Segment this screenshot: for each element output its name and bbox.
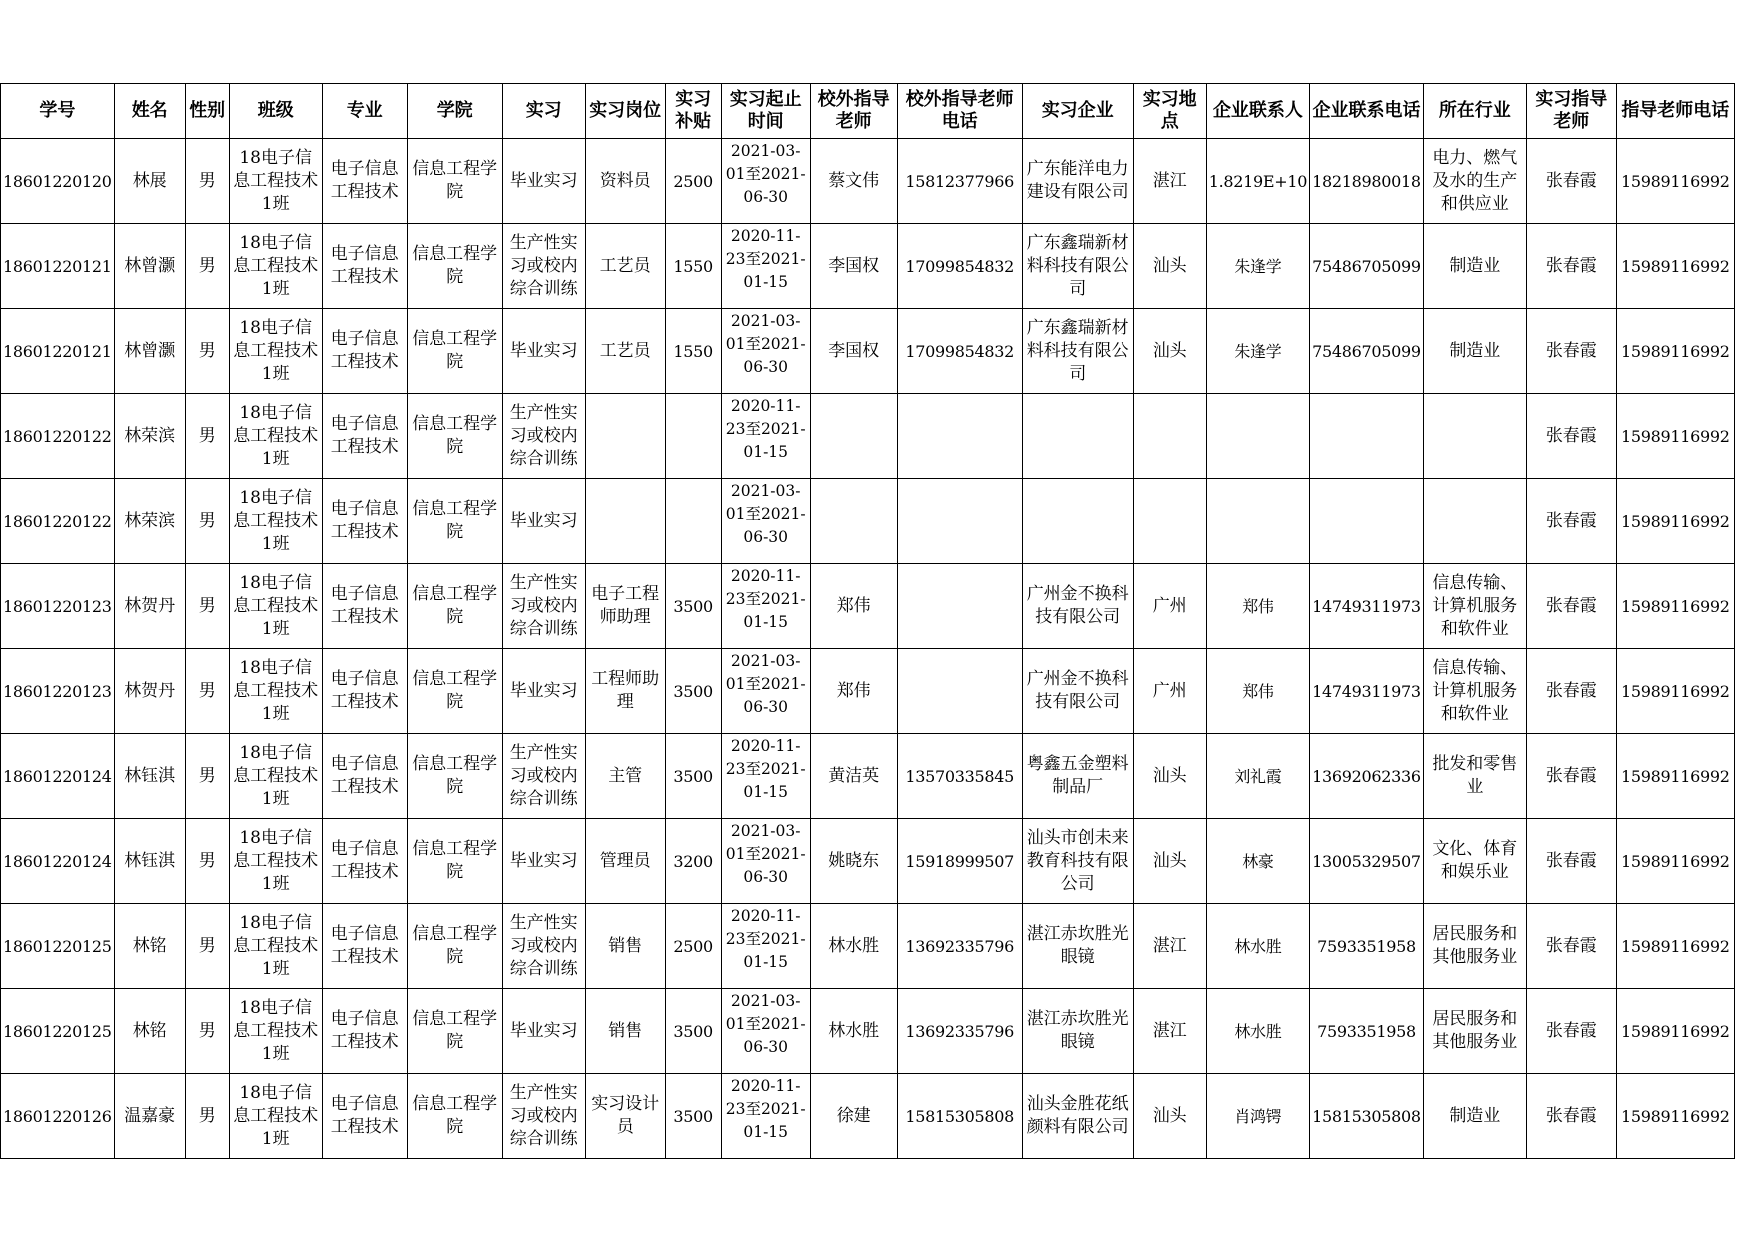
cell-internship-period: [721, 309, 810, 394]
cell-internship-location: 汕头: [1133, 734, 1206, 819]
cell-internship-advisor: 张春霞: [1526, 734, 1616, 819]
cell-text: 2021-03-01至2021-06-30: [725, 821, 806, 886]
header-row: [1, 84, 1735, 139]
table-row: [1, 309, 1735, 394]
cell-internship-type: 生产性实习或校内综合训练: [502, 564, 585, 649]
column-header-class: 班级: [229, 84, 322, 139]
cell-external-advisor-phone: [897, 394, 1022, 479]
cell-class: 18电子信息工程技术1班: [229, 989, 322, 1074]
cell-student-id: 18601220123: [1, 649, 115, 734]
cell-internship-advisor: 张春霞: [1526, 989, 1616, 1074]
cell-text: 2021-03-01至2021-06-30: [725, 991, 806, 1056]
table-row: [1, 479, 1735, 564]
cell-company-contact: 郑伟: [1206, 649, 1309, 734]
cell-class: 18电子信息工程技术1班: [229, 309, 322, 394]
cell-advisor-phone: 15989116992: [1616, 394, 1734, 479]
cell-internship-period: [721, 989, 810, 1074]
column-header-internship-location: 实习地点: [1133, 84, 1206, 139]
cell-internship-location: 湛江: [1133, 989, 1206, 1074]
cell-major: 电子信息工程技术: [322, 564, 407, 649]
cell-company-contact: 林水胜: [1206, 904, 1309, 989]
cell-internship-advisor: 张春霞: [1526, 564, 1616, 649]
cell-gender: 男: [185, 394, 229, 479]
cell-external-advisor-phone: 13692335796: [897, 989, 1022, 1074]
table-row: [1, 139, 1735, 224]
cell-advisor-phone: 15989116992: [1616, 309, 1734, 394]
cell-student-id: 18601220124: [1, 819, 115, 904]
cell-internship-position: 实习设计员: [585, 1074, 665, 1159]
cell-student-id: 18601220120: [1, 139, 115, 224]
cell-external-advisor: 李国权: [810, 224, 897, 309]
cell-college: 信息工程学院: [407, 394, 502, 479]
cell-industry: 信息传输、计算机服务和软件业: [1423, 564, 1526, 649]
column-header-major: 专业: [322, 84, 407, 139]
cell-internship-advisor: 张春霞: [1526, 394, 1616, 479]
cell-class: 18电子信息工程技术1班: [229, 904, 322, 989]
cell-company-contact: 肖鸿锷: [1206, 1074, 1309, 1159]
cell-external-advisor-phone: 15918999507: [897, 819, 1022, 904]
cell-name: 林曾灏: [114, 224, 185, 309]
cell-internship-position: 主管: [585, 734, 665, 819]
cell-industry: [1423, 394, 1526, 479]
cell-industry: 制造业: [1423, 224, 1526, 309]
cell-external-advisor: 林水胜: [810, 904, 897, 989]
table-row: [1, 904, 1735, 989]
cell-industry: 文化、体育和娱乐业: [1423, 819, 1526, 904]
cell-gender: 男: [185, 139, 229, 224]
cell-advisor-phone: 15989116992: [1616, 904, 1734, 989]
cell-major: 电子信息工程技术: [322, 819, 407, 904]
table-row: [1, 649, 1735, 734]
cell-company-contact-phone: 14749311973: [1310, 649, 1424, 734]
cell-advisor-phone: 15989116992: [1616, 224, 1734, 309]
cell-company-contact: 林水胜: [1206, 989, 1309, 1074]
cell-company-contact-phone: 15815305808: [1310, 1074, 1424, 1159]
cell-advisor-phone: 15989116992: [1616, 1074, 1734, 1159]
cell-internship-advisor: 张春霞: [1526, 479, 1616, 564]
cell-company-contact-phone: 75486705099: [1310, 224, 1424, 309]
cell-gender: 男: [185, 649, 229, 734]
cell-company-contact-phone: 13005329507: [1310, 819, 1424, 904]
cell-internship-location: 汕头: [1133, 1074, 1206, 1159]
cell-name: 林钰淇: [114, 819, 185, 904]
cell-internship-type: 毕业实习: [502, 989, 585, 1074]
cell-internship-type: 毕业实习: [502, 649, 585, 734]
cell-text: 2021-03-01至2021-06-30: [725, 651, 806, 716]
cell-internship-company: 广东能洋电力建设有限公司: [1022, 139, 1133, 224]
table-row: [1, 1074, 1735, 1159]
cell-internship-type: 毕业实习: [502, 139, 585, 224]
cell-external-advisor: 黄洁英: [810, 734, 897, 819]
column-header-student-id: 学号: [1, 84, 115, 139]
cell-internship-allowance: [665, 394, 721, 479]
cell-external-advisor: 郑伟: [810, 649, 897, 734]
cell-text: 2020-11-23至2021-01-15: [725, 1076, 806, 1141]
cell-internship-period: [721, 734, 810, 819]
cell-company-contact: 朱逢学: [1206, 309, 1309, 394]
cell-college: 信息工程学院: [407, 819, 502, 904]
cell-student-id: 18601220121: [1, 309, 115, 394]
cell-name: 林铭: [114, 904, 185, 989]
cell-name: 林钰淇: [114, 734, 185, 819]
cell-external-advisor-phone: [897, 649, 1022, 734]
cell-text: 2021-03-01至2021-06-30: [725, 141, 806, 206]
cell-major: 电子信息工程技术: [322, 1074, 407, 1159]
column-header-external-advisor: 校外指导老师: [810, 84, 897, 139]
cell-name: 林荣滨: [114, 479, 185, 564]
cell-internship-period: [721, 564, 810, 649]
cell-class: 18电子信息工程技术1班: [229, 479, 322, 564]
cell-text: 2020-11-23至2021-01-15: [725, 736, 806, 801]
cell-internship-allowance: 1550: [665, 309, 721, 394]
column-header-gender: 性别: [185, 84, 229, 139]
cell-advisor-phone: 15989116992: [1616, 734, 1734, 819]
cell-industry: 电力、燃气及水的生产和供应业: [1423, 139, 1526, 224]
cell-text: 2020-11-23至2021-01-15: [725, 226, 806, 291]
cell-internship-allowance: [665, 479, 721, 564]
cell-internship-type: 毕业实习: [502, 309, 585, 394]
table-row: [1, 394, 1735, 479]
cell-internship-allowance: 3200: [665, 819, 721, 904]
cell-external-advisor: [810, 479, 897, 564]
cell-class: 18电子信息工程技术1班: [229, 1074, 322, 1159]
cell-text: 2021-03-01至2021-06-30: [725, 311, 806, 376]
cell-internship-allowance: 3500: [665, 734, 721, 819]
cell-internship-position: 销售: [585, 989, 665, 1074]
cell-internship-period: [721, 649, 810, 734]
cell-external-advisor: 林水胜: [810, 989, 897, 1074]
cell-internship-type: 生产性实习或校内综合训练: [502, 734, 585, 819]
cell-company-contact-phone: [1310, 479, 1424, 564]
cell-internship-allowance: 1550: [665, 224, 721, 309]
cell-internship-type: 生产性实习或校内综合训练: [502, 224, 585, 309]
cell-internship-period: [721, 1074, 810, 1159]
cell-company-contact-phone: 75486705099: [1310, 309, 1424, 394]
cell-company-contact-phone: 18218980018: [1310, 139, 1424, 224]
cell-external-advisor: 郑伟: [810, 564, 897, 649]
cell-internship-location: 汕头: [1133, 224, 1206, 309]
cell-name: 温嘉豪: [114, 1074, 185, 1159]
cell-internship-company: 粤鑫五金塑料制品厂: [1022, 734, 1133, 819]
cell-college: 信息工程学院: [407, 989, 502, 1074]
cell-internship-location: [1133, 479, 1206, 564]
column-header-internship-advisor: 实习指导老师: [1526, 84, 1616, 139]
cell-advisor-phone: 15989116992: [1616, 819, 1734, 904]
cell-college: 信息工程学院: [407, 649, 502, 734]
cell-internship-allowance: 2500: [665, 139, 721, 224]
cell-internship-type: 生产性实习或校内综合训练: [502, 1074, 585, 1159]
cell-college: 信息工程学院: [407, 139, 502, 224]
cell-class: 18电子信息工程技术1班: [229, 734, 322, 819]
cell-external-advisor: 姚晓东: [810, 819, 897, 904]
cell-internship-location: 广州: [1133, 649, 1206, 734]
cell-major: 电子信息工程技术: [322, 394, 407, 479]
cell-external-advisor: 徐建: [810, 1074, 897, 1159]
column-header-company-contact: 企业联系人: [1206, 84, 1309, 139]
cell-internship-period: [721, 139, 810, 224]
cell-name: 林荣滨: [114, 394, 185, 479]
column-header-internship-type: 实习: [502, 84, 585, 139]
cell-major: 电子信息工程技术: [322, 904, 407, 989]
table-body: [1, 139, 1735, 1159]
cell-internship-allowance: 3500: [665, 1074, 721, 1159]
cell-external-advisor-phone: [897, 564, 1022, 649]
cell-internship-allowance: 3500: [665, 649, 721, 734]
cell-internship-type: 毕业实习: [502, 479, 585, 564]
cell-class: 18电子信息工程技术1班: [229, 819, 322, 904]
cell-college: 信息工程学院: [407, 904, 502, 989]
column-header-company-contact-phone: 企业联系电话: [1310, 84, 1424, 139]
cell-company-contact: 1.8219E+10: [1206, 139, 1309, 224]
cell-class: 18电子信息工程技术1班: [229, 224, 322, 309]
cell-gender: 男: [185, 564, 229, 649]
cell-major: 电子信息工程技术: [322, 734, 407, 819]
cell-internship-position: 工艺员: [585, 224, 665, 309]
cell-name: 林曾灏: [114, 309, 185, 394]
cell-internship-advisor: 张春霞: [1526, 224, 1616, 309]
cell-college: 信息工程学院: [407, 479, 502, 564]
cell-industry: 批发和零售业: [1423, 734, 1526, 819]
cell-internship-type: 生产性实习或校内综合训练: [502, 394, 585, 479]
cell-text: 2021-03-01至2021-06-30: [725, 481, 806, 546]
cell-major: 电子信息工程技术: [322, 224, 407, 309]
cell-internship-position: [585, 394, 665, 479]
cell-internship-period: [721, 394, 810, 479]
column-header-internship-period: 实习起止时间: [721, 84, 810, 139]
cell-company-contact: 郑伟: [1206, 564, 1309, 649]
cell-company-contact-phone: 13692062336: [1310, 734, 1424, 819]
cell-gender: 男: [185, 819, 229, 904]
cell-internship-allowance: 3500: [665, 564, 721, 649]
cell-student-id: 18601220126: [1, 1074, 115, 1159]
cell-internship-position: 销售: [585, 904, 665, 989]
cell-industry: 制造业: [1423, 309, 1526, 394]
cell-internship-company: 广州金不换科技有限公司: [1022, 564, 1133, 649]
cell-student-id: 18601220123: [1, 564, 115, 649]
cell-company-contact-phone: [1310, 394, 1424, 479]
column-header-college: 学院: [407, 84, 502, 139]
cell-advisor-phone: 15989116992: [1616, 564, 1734, 649]
cell-college: 信息工程学院: [407, 734, 502, 819]
cell-internship-location: 广州: [1133, 564, 1206, 649]
internship-table: [0, 83, 1735, 1159]
cell-company-contact: 林豪: [1206, 819, 1309, 904]
cell-industry: [1423, 479, 1526, 564]
cell-major: 电子信息工程技术: [322, 989, 407, 1074]
cell-internship-advisor: 张春霞: [1526, 904, 1616, 989]
table-row: [1, 989, 1735, 1074]
cell-internship-allowance: 2500: [665, 904, 721, 989]
cell-company-contact-phone: 14749311973: [1310, 564, 1424, 649]
cell-internship-advisor: 张春霞: [1526, 819, 1616, 904]
cell-internship-company: 汕头金胜花纸颜料有限公司: [1022, 1074, 1133, 1159]
cell-internship-position: 工程师助理: [585, 649, 665, 734]
cell-gender: 男: [185, 479, 229, 564]
cell-internship-advisor: 张春霞: [1526, 309, 1616, 394]
cell-external-advisor-phone: [897, 479, 1022, 564]
cell-company-contact: [1206, 479, 1309, 564]
cell-gender: 男: [185, 904, 229, 989]
cell-internship-position: 资料员: [585, 139, 665, 224]
cell-text: 2020-11-23至2021-01-15: [725, 396, 806, 461]
cell-text: 2020-11-23至2021-01-15: [725, 566, 806, 631]
cell-external-advisor-phone: 17099854832: [897, 224, 1022, 309]
cell-external-advisor-phone: 13570335845: [897, 734, 1022, 819]
cell-class: 18电子信息工程技术1班: [229, 649, 322, 734]
cell-internship-period: [721, 904, 810, 989]
cell-class: 18电子信息工程技术1班: [229, 394, 322, 479]
cell-college: 信息工程学院: [407, 309, 502, 394]
cell-internship-location: [1133, 394, 1206, 479]
cell-advisor-phone: 15989116992: [1616, 649, 1734, 734]
cell-internship-location: 汕头: [1133, 819, 1206, 904]
cell-college: 信息工程学院: [407, 564, 502, 649]
cell-internship-type: 毕业实习: [502, 819, 585, 904]
cell-external-advisor: 蔡文伟: [810, 139, 897, 224]
cell-advisor-phone: 15989116992: [1616, 989, 1734, 1074]
cell-internship-position: [585, 479, 665, 564]
column-header-internship-company: 实习企业: [1022, 84, 1133, 139]
table-row: [1, 564, 1735, 649]
cell-internship-type: 生产性实习或校内综合训练: [502, 904, 585, 989]
cell-major: 电子信息工程技术: [322, 309, 407, 394]
cell-internship-company: 汕头市创未来教育科技有限公司: [1022, 819, 1133, 904]
cell-internship-company: 湛江赤坎胜光眼镜: [1022, 904, 1133, 989]
cell-college: 信息工程学院: [407, 224, 502, 309]
column-header-name: 姓名: [114, 84, 185, 139]
cell-internship-period: [721, 479, 810, 564]
cell-student-id: 18601220125: [1, 904, 115, 989]
cell-company-contact: [1206, 394, 1309, 479]
cell-name: 林展: [114, 139, 185, 224]
cell-internship-allowance: 3500: [665, 989, 721, 1074]
cell-industry: 制造业: [1423, 1074, 1526, 1159]
cell-internship-company: [1022, 394, 1133, 479]
cell-internship-company: [1022, 479, 1133, 564]
column-header-internship-position: 实习岗位: [585, 84, 665, 139]
cell-student-id: 18601220125: [1, 989, 115, 1074]
cell-major: 电子信息工程技术: [322, 649, 407, 734]
cell-company-contact-phone: 7593351958: [1310, 989, 1424, 1074]
cell-industry: 信息传输、计算机服务和软件业: [1423, 649, 1526, 734]
cell-external-advisor-phone: 17099854832: [897, 309, 1022, 394]
cell-text: 2020-11-23至2021-01-15: [725, 906, 806, 971]
cell-industry: 居民服务和其他服务业: [1423, 989, 1526, 1074]
cell-gender: 男: [185, 224, 229, 309]
cell-external-advisor-phone: 15815305808: [897, 1074, 1022, 1159]
cell-external-advisor: 李国权: [810, 309, 897, 394]
cell-gender: 男: [185, 1074, 229, 1159]
table-row: [1, 734, 1735, 819]
cell-internship-position: 工艺员: [585, 309, 665, 394]
cell-name: 林铭: [114, 989, 185, 1074]
cell-internship-position: 电子工程师助理: [585, 564, 665, 649]
cell-internship-company: 广东鑫瑞新材料科技有限公司: [1022, 224, 1133, 309]
cell-major: 电子信息工程技术: [322, 479, 407, 564]
cell-class: 18电子信息工程技术1班: [229, 564, 322, 649]
cell-internship-advisor: 张春霞: [1526, 649, 1616, 734]
cell-internship-period: [721, 224, 810, 309]
column-header-external-advisor-phone: 校外指导老师电话: [897, 84, 1022, 139]
cell-gender: 男: [185, 734, 229, 819]
cell-company-contact: 朱逢学: [1206, 224, 1309, 309]
cell-internship-position: 管理员: [585, 819, 665, 904]
table-row: [1, 224, 1735, 309]
cell-gender: 男: [185, 989, 229, 1074]
cell-internship-company: 广东鑫瑞新材料科技有限公司: [1022, 309, 1133, 394]
cell-major: 电子信息工程技术: [322, 139, 407, 224]
cell-college: 信息工程学院: [407, 1074, 502, 1159]
column-header-advisor-phone: 指导老师电话: [1616, 84, 1734, 139]
cell-external-advisor-phone: 15812377966: [897, 139, 1022, 224]
column-header-internship-allowance: 实习补贴: [665, 84, 721, 139]
cell-advisor-phone: 15989116992: [1616, 139, 1734, 224]
cell-internship-location: 汕头: [1133, 309, 1206, 394]
cell-company-contact: 刘礼霞: [1206, 734, 1309, 819]
cell-gender: 男: [185, 309, 229, 394]
cell-student-id: 18601220124: [1, 734, 115, 819]
cell-external-advisor: [810, 394, 897, 479]
cell-internship-company: 广州金不换科技有限公司: [1022, 649, 1133, 734]
column-header-industry: 所在行业: [1423, 84, 1526, 139]
cell-internship-advisor: 张春霞: [1526, 139, 1616, 224]
cell-industry: 居民服务和其他服务业: [1423, 904, 1526, 989]
table-row: [1, 819, 1735, 904]
cell-name: 林贺丹: [114, 649, 185, 734]
cell-advisor-phone: 15989116992: [1616, 479, 1734, 564]
cell-internship-advisor: 张春霞: [1526, 1074, 1616, 1159]
cell-student-id: 18601220121: [1, 224, 115, 309]
cell-external-advisor-phone: 13692335796: [897, 904, 1022, 989]
cell-name: 林贺丹: [114, 564, 185, 649]
cell-internship-location: 湛江: [1133, 139, 1206, 224]
cell-company-contact-phone: 7593351958: [1310, 904, 1424, 989]
cell-internship-period: [721, 819, 810, 904]
cell-internship-company: 湛江赤坎胜光眼镜: [1022, 989, 1133, 1074]
cell-student-id: 18601220122: [1, 479, 115, 564]
cell-student-id: 18601220122: [1, 394, 115, 479]
cell-class: 18电子信息工程技术1班: [229, 139, 322, 224]
cell-internship-location: 湛江: [1133, 904, 1206, 989]
